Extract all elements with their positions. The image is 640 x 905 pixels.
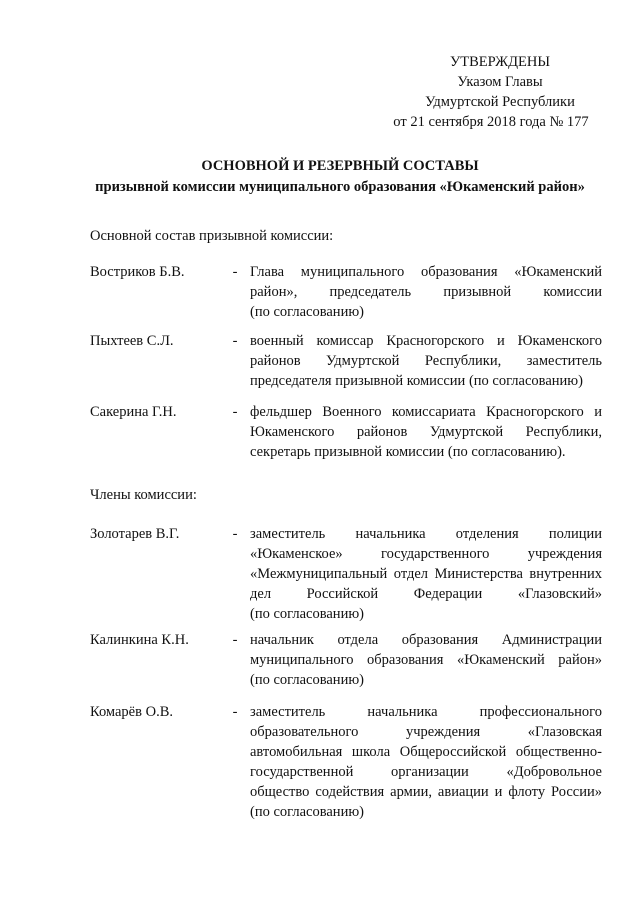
role-line: военный комиссар Красногорского и Юкаменского [250, 333, 602, 349]
member-name: Пыхтеев С.Л. [90, 333, 174, 349]
member-dash: - [232, 526, 238, 542]
title-line-2: призывной комиссии муниципального образования «Юкаменский район» [95, 179, 585, 195]
member-role [250, 331, 602, 391]
role-line: район», председатель призывной комиссии [250, 284, 602, 300]
role-line: автомобильная школа Общероссийской общественно- [250, 744, 602, 760]
main-section-label: Основной состав призывной комиссии: [90, 228, 334, 244]
role-line: (по согласованию) [250, 672, 364, 688]
role-line: Глава муниципального образования «Юкаменский [250, 264, 602, 280]
member-dash: - [232, 632, 238, 648]
approval-stamp [393, 52, 600, 132]
role-line: начальник отдела образования Администрации [250, 632, 602, 648]
member-role [250, 702, 602, 822]
role-line: Юкаменского районов Удмуртской Республики, [250, 424, 602, 440]
role-line: (по согласованию) [250, 606, 364, 622]
role-line: «Юкаменское» государственного учреждения [250, 546, 602, 562]
document-title [80, 156, 600, 198]
role-line: дел Российской Федерации «Глазовский» [250, 586, 602, 602]
member-name: Комарёв О.В. [90, 704, 173, 720]
role-line: секретарь призывной комиссии (по согласованию). [250, 444, 566, 460]
approval-line-3: Удмуртской Республики [425, 94, 575, 110]
role-line: заместитель начальника отделения полиции [250, 526, 602, 542]
member-name: Золотарев В.Г. [90, 526, 180, 542]
approval-line-2: Указом Главы [457, 74, 543, 90]
member-role [250, 524, 602, 624]
members-section-label: Члены комиссии: [90, 487, 197, 503]
member-dash: - [232, 404, 238, 420]
role-line: государственной организации «Добровольное [250, 764, 602, 780]
member-name: Востриков Б.В. [90, 264, 185, 280]
member-role [250, 262, 602, 322]
member-name: Калинкина К.Н. [90, 632, 189, 648]
role-line: муниципального образования «Юкаменский район» [250, 652, 602, 668]
role-line: заместитель начальника профессионального [250, 704, 602, 720]
role-line: председателя призывной комиссии (по согласованию) [250, 373, 583, 389]
member-dash: - [232, 264, 238, 280]
member-dash: - [232, 333, 238, 349]
role-line: образовательного учреждения «Глазовская [250, 724, 602, 740]
member-role [250, 402, 602, 462]
approval-line-1: УТВЕРЖДЕНЫ [449, 54, 551, 70]
member-role [250, 630, 602, 690]
role-line: «Межмуниципальный отдел Министерства внутренних [250, 566, 602, 582]
role-line: (по согласованию) [250, 804, 364, 820]
member-name: Сакерина Г.Н. [90, 404, 177, 420]
member-dash: - [232, 704, 238, 720]
approval-line-4: от 21 сентября 2018 года № 177 [393, 114, 589, 130]
title-line-1: ОСНОВНОЙ И РЕЗЕРВНЫЙ СОСТАВЫ [201, 158, 479, 174]
role-line: (по согласованию) [250, 304, 364, 320]
role-line: общество содействия армии, авиации и флоту России» [250, 784, 602, 800]
role-line: фельдшер Военного комиссариата Красногорского и [250, 404, 602, 420]
role-line: районов Удмуртской Республики, заместитель [250, 353, 602, 369]
